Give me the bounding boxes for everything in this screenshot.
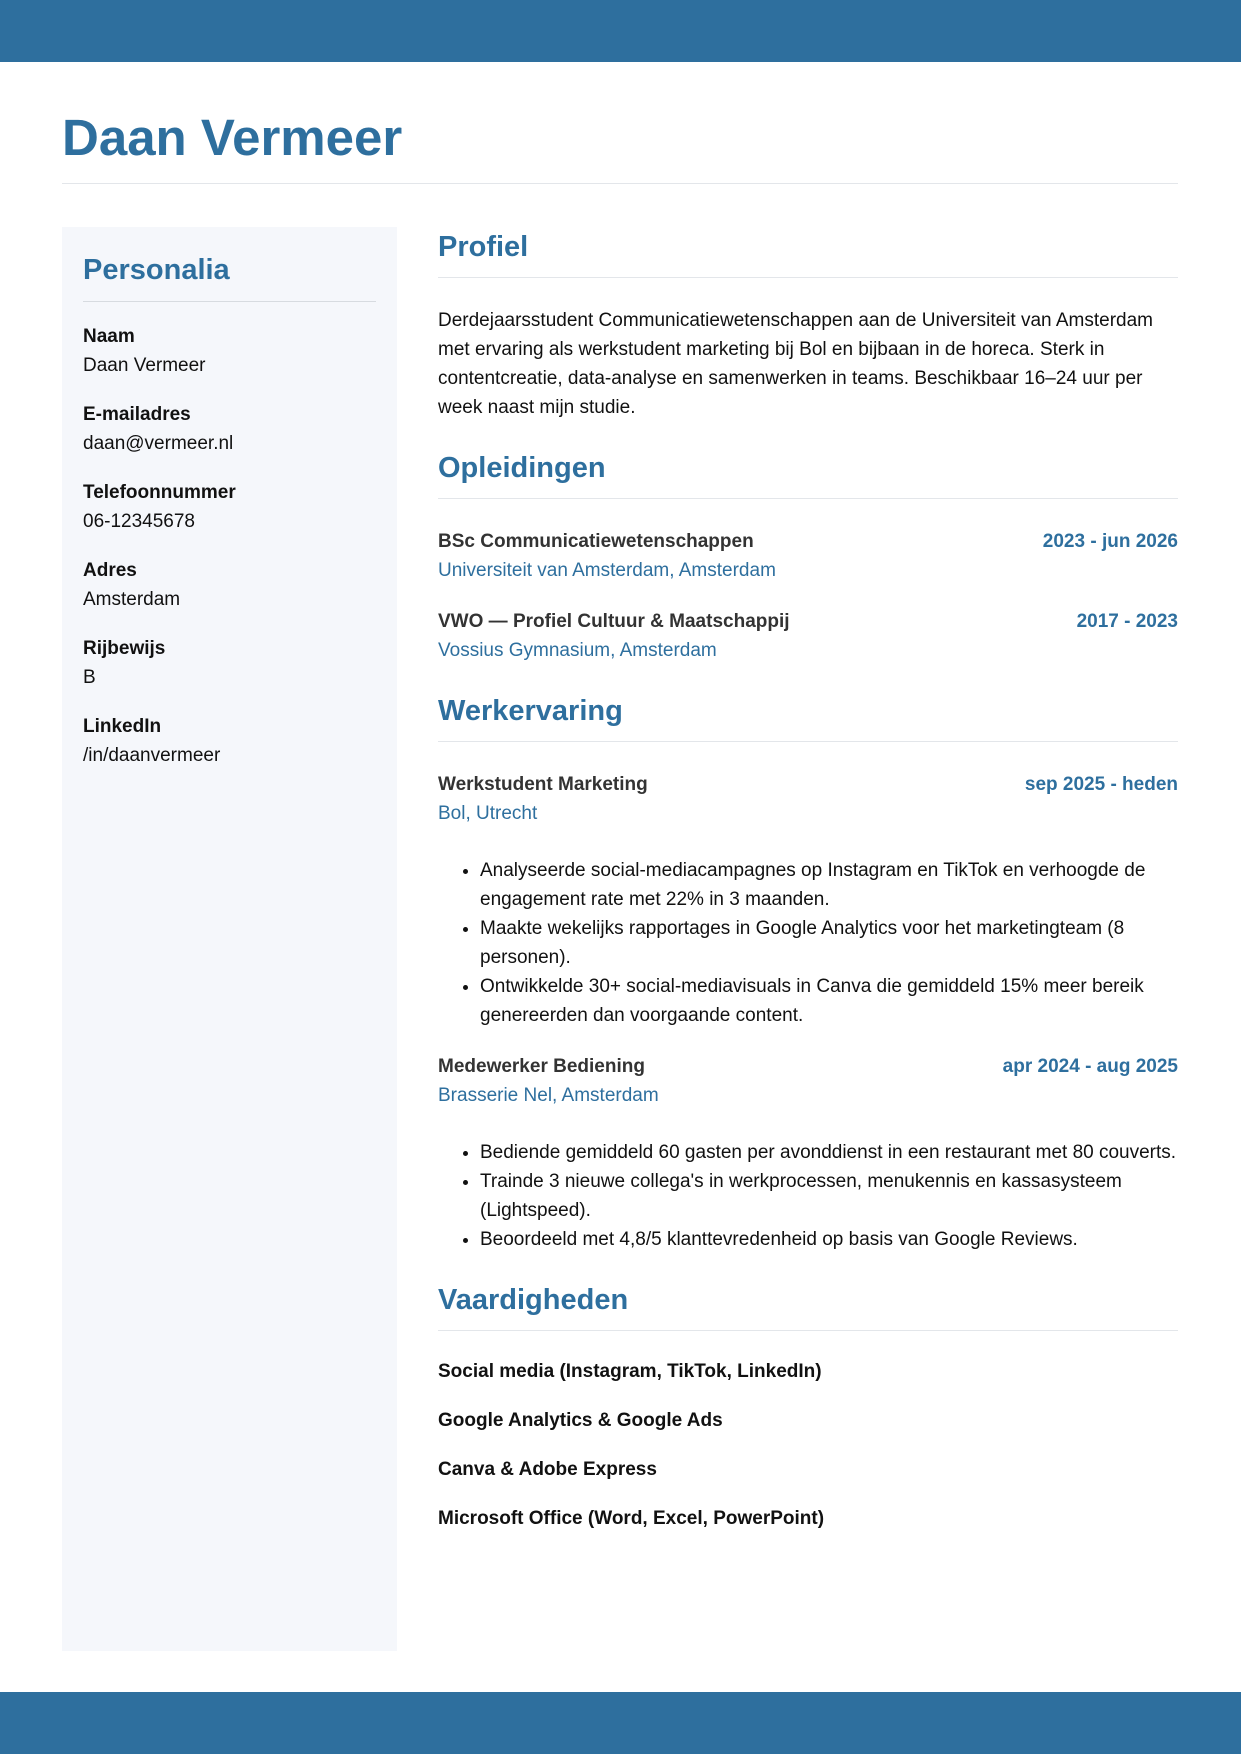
bullet-item: • Analyseerde social-mediacampagnes op Instagram en TikTok en verhoogde de engagement rate met 22% in 3 maanden.	[480, 856, 1178, 914]
entry-title: BSc Communicatiewetenschappen	[438, 531, 754, 552]
personal-value: Daan Vermeer	[83, 355, 206, 376]
header-divider	[62, 183, 1178, 184]
education-entry	[438, 607, 1178, 665]
personal-value: B	[83, 667, 96, 688]
personal-label: Naam	[83, 326, 135, 347]
section-profiel	[438, 223, 1178, 422]
top-accent-bar	[0, 0, 1241, 62]
experience-entry	[438, 770, 1178, 1030]
section-title: Opleidingen	[438, 444, 1178, 499]
personal-item-telefoon	[83, 478, 376, 536]
personal-item-email	[83, 400, 376, 458]
entry-organization: Bol, Utrecht	[438, 803, 538, 824]
entry-title: Medewerker Bediening	[438, 1056, 645, 1077]
section-vaardigheden	[438, 1276, 1178, 1533]
skill-item: Microsoft Office (Word, Excel, PowerPoint)	[438, 1508, 825, 1529]
skill-item: Google Analytics & Google Ads	[438, 1410, 723, 1431]
bullet-item: • Ontwikkelde 30+ social-mediavisuals in Canva die gemiddeld 15% meer bereik genereerden dan voorgaande content.	[480, 972, 1178, 1030]
personal-label: Telefoonnummer	[83, 482, 236, 503]
entry-date: 2017 - 2023	[1076, 611, 1178, 632]
personal-item-adres	[83, 556, 376, 614]
entry-date: sep 2025 - heden	[1024, 774, 1178, 795]
skill-item: Canva & Adobe Express	[438, 1459, 657, 1480]
bullet-item: • Beoordeeld met 4,8/5 klanttevredenheid op basis van Google Reviews.	[480, 1225, 1178, 1254]
section-opleidingen	[438, 444, 1178, 665]
section-werkervaring	[438, 687, 1178, 1254]
personal-details-list	[83, 322, 376, 770]
bottom-accent-bar	[0, 1692, 1241, 1754]
personal-value: Amsterdam	[83, 589, 181, 610]
section-title: Vaardigheden	[438, 1276, 1178, 1331]
personal-item-rijbewijs	[83, 634, 376, 692]
personal-label: E-mailadres	[83, 404, 191, 425]
experience-entry	[438, 1052, 1178, 1254]
experience-bullets	[438, 856, 1178, 1030]
profile-text: Derdejaarsstudent Communicatiewetenschappen aan de Universiteit van Amsterdam met ervaring als werkstudent marketing bij Bol en bijbaan in de horeca. Sterk in contentcreatie, data-analyse en samenwerken in teams. Beschikbaar 16–24 uur per week naast mijn studie.	[438, 310, 1153, 418]
main-content	[438, 223, 1178, 1555]
bullet-item: • Maakte wekelijks rapportages in Google Analytics voor het marketingteam (8 personen).	[480, 914, 1178, 972]
personal-value: /in/daanvermeer	[83, 745, 221, 766]
sidebar-title: Personalia	[83, 249, 376, 302]
education-entry	[438, 527, 1178, 585]
entry-organization: Vossius Gymnasium, Amsterdam	[438, 640, 717, 661]
entry-organization: Brasserie Nel, Amsterdam	[438, 1085, 659, 1106]
experience-bullets	[438, 1138, 1178, 1254]
section-title: Werkervaring	[438, 687, 1178, 742]
personal-label: Rijbewijs	[83, 638, 166, 659]
personal-item-linkedin	[83, 712, 376, 770]
entry-organization: Universiteit van Amsterdam, Amsterdam	[438, 560, 776, 581]
section-title: Profiel	[438, 223, 1178, 278]
entry-title: VWO — Profiel Cultuur & Maatschappij	[438, 611, 790, 632]
page-title: Daan Vermeer	[62, 109, 403, 166]
bullet-item: • Bediende gemiddeld 60 gasten per avonddienst in een restaurant met 80 couverts.	[480, 1138, 1178, 1167]
skills-list	[438, 1357, 1178, 1533]
personal-label: LinkedIn	[83, 716, 162, 737]
personal-value: 06-12345678	[83, 511, 195, 532]
sidebar-personalia	[62, 227, 397, 1651]
entry-date: apr 2024 - aug 2025	[1002, 1056, 1178, 1077]
entry-date: 2023 - jun 2026	[1042, 531, 1178, 552]
entry-title: Werkstudent Marketing	[438, 774, 648, 795]
personal-item-naam	[83, 322, 376, 380]
personal-value: daan@vermeer.nl	[83, 433, 234, 454]
skill-item: Social media (Instagram, TikTok, LinkedIn)	[438, 1361, 822, 1382]
personal-label: Adres	[83, 560, 137, 581]
bullet-item: • Trainde 3 nieuwe collega's in werkprocessen, menukennis en kassasysteem (Lightspeed).	[480, 1167, 1178, 1225]
